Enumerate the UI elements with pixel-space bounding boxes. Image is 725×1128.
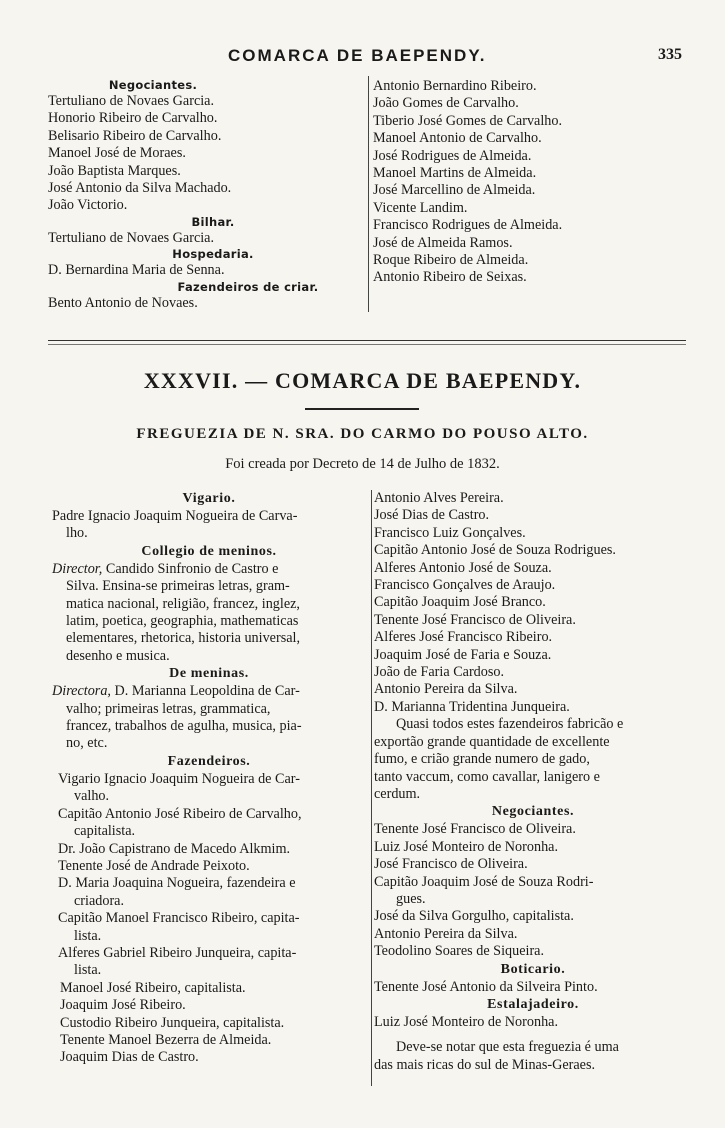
list-item: Capitão Antonio José de Souza Rodrigues. (374, 542, 616, 559)
list-item: José Marcellino de Almeida. (373, 182, 536, 199)
meninas-heading: De meninas. (169, 666, 249, 682)
negociantes-heading: Negociantes. (108, 78, 198, 92)
title-underline (305, 408, 419, 410)
list-item: Joaquim José de Faria e Souza. (374, 646, 552, 663)
text-line: Tenente Manoel Bezerra de Almeida. (60, 1031, 272, 1048)
top-right-column (373, 78, 673, 287)
list-item: Alferes José Francisco Ribeiro. (374, 629, 553, 646)
section-rule-top (48, 340, 686, 341)
boticario-heading: Boticario. (500, 961, 566, 977)
text-line: latim, poetica, geographia, mathematicas (66, 613, 299, 630)
list-item: Honorio Ribeiro de Carvalho. (48, 110, 218, 127)
list-item: Roque Ribeiro de Almeida. (373, 252, 529, 269)
list-item: José Rodrigues de Almeida. (373, 147, 532, 164)
list-item: José da Silva Gorgulho, capitalista. (374, 908, 574, 925)
decree-note: Foi creada por Decreto de 14 de Julho de 1832. (225, 456, 500, 472)
list-item: João de Faria Cardoso. (374, 664, 505, 681)
list-item: Capitão Joaquim José de Souza Rodri- (374, 873, 594, 890)
fazendeiros-criar-heading: Fazendeiros de criar. (177, 279, 319, 294)
directora-label: Directora, (52, 683, 111, 700)
list-item: Tertuliano de Novaes Garcia. (48, 93, 215, 109)
text-line: Joaquim Dias de Castro. (60, 1049, 199, 1066)
list-item: Bento Antonio de Novaes. (48, 294, 198, 311)
list-item: Antonio Pereira da Silva. (374, 925, 518, 942)
text-line: Tenente José de Andrade Peixoto. (58, 857, 250, 874)
list-item: Belisario Ribeiro de Carvalho. (48, 127, 222, 144)
bottom-right-column (374, 490, 692, 1074)
parish-title: FREGUEZIA DE N. SRA. DO CARMO DO POUSO ALTO. (136, 426, 589, 442)
list-item: D. Bernardina Maria de Senna. (48, 262, 225, 279)
closing-line: Deve-se notar que esta freguezia é uma (396, 1039, 619, 1056)
list-item: Antonio Ribeiro de Seixas. (373, 269, 527, 286)
list-item: José Francisco de Oliveira. (374, 856, 528, 873)
collegio-heading: Collegio de meninos. (141, 543, 277, 559)
text-line: matica nacional, religião, francez, inglez, (66, 595, 300, 612)
list-item: Tertuliano de Novaes Garcia. (48, 229, 215, 246)
list-item: João Gomes de Carvalho. (373, 95, 519, 112)
list-item: Luiz José Monteiro de Noronha. (374, 838, 559, 855)
page-number: 335 (658, 46, 682, 63)
text-line: lista. (74, 962, 102, 979)
list-item: Alferes Antonio José de Souza. (374, 559, 552, 576)
text-line: Custodio Ribeiro Junqueira, capitalista. (60, 1014, 285, 1031)
list-item: Antonio Pereira da Silva. (374, 681, 518, 698)
text-line: Alferes Gabriel Ribeiro Junqueira, capita- (58, 944, 297, 961)
note-line: cerdum. (374, 785, 421, 802)
text-line: Vigario Ignacio Joaquim Nogueira de Car- (58, 770, 300, 787)
list-item: Luiz José Monteiro de Noronha. (374, 1013, 559, 1030)
closing-line: das mais ricas do sul de Minas-Geraes. (374, 1056, 596, 1073)
director-label: Director, (52, 560, 103, 577)
list-item: Francisco Rodrigues de Almeida. (373, 217, 563, 234)
text-line: valho. (74, 788, 110, 805)
bottom-left-column (52, 490, 366, 1067)
text-line: Capitão Antonio José Ribeiro de Carvalho, (58, 805, 302, 822)
list-item: Tenente José Antonio da Silveira Pinto. (374, 978, 598, 995)
list-item: gues. (396, 890, 426, 907)
text-line: Joaquim José Ribeiro. (60, 997, 186, 1014)
list-item: Antonio Bernardino Ribeiro. (373, 78, 537, 94)
list-item: Tenente José Francisco de Oliveira. (374, 821, 576, 838)
top-left-column (48, 78, 360, 312)
text-line: desenho e musica. (66, 647, 170, 664)
top-column-divider (368, 76, 369, 312)
text-line: Manoel José Ribeiro, capitalista. (60, 979, 246, 996)
list-item: João Victorio. (48, 197, 128, 214)
text-line: Padre Ignacio Joaquim Nogueira de Carva- (52, 508, 298, 524)
text-line: Candido Sinfronio de Castro e (102, 560, 279, 577)
list-item: D. Marianna Tridentina Junqueira. (374, 698, 570, 715)
estalajadeiro-heading: Estalajadeiro. (487, 996, 579, 1012)
fazendeiros-heading: Fazendeiros. (167, 753, 251, 769)
bilhar-heading: Bilhar. (191, 214, 235, 229)
negociantes-heading-2: Negociantes. (491, 804, 575, 820)
list-item: Manoel Martins de Almeida. (373, 165, 537, 182)
note-line: fumo, e crião grande numero de gado, (374, 751, 590, 768)
list-item: José de Almeida Ramos. (373, 234, 513, 251)
hospedaria-heading: Hospedaria. (172, 247, 254, 262)
list-item: José Antonio da Silva Machado. (48, 180, 232, 197)
note-line: exportão grande quantidade de excellente (374, 733, 610, 750)
text-line: criadora. (74, 892, 125, 909)
vigario-heading: Vigario. (182, 491, 236, 506)
text-line: valho; primeiras letras, grammatica, (66, 700, 271, 717)
list-item: Capitão Joaquim José Branco. (374, 594, 546, 611)
list-item: Francisco Gonçalves de Araujo. (374, 577, 556, 594)
section-title: XXXVII. — COMARCA DE BAEPENDY. (143, 368, 582, 393)
bottom-column-divider (371, 490, 372, 1086)
list-item: Manoel José de Moraes. (48, 145, 186, 162)
text-line: Dr. João Capistrano de Macedo Alkmim. (58, 840, 291, 857)
note-line: tanto vaccum, como cavallar, lanigero e (374, 768, 600, 785)
text-line: lista. (74, 927, 102, 944)
running-head-title: COMARCA DE BAEPENDY. (228, 46, 487, 65)
list-item: João Baptista Marques. (48, 162, 181, 179)
section-rule-bottom (48, 344, 686, 345)
text-line: no, etc. (66, 735, 108, 752)
list-item: José Dias de Castro. (374, 507, 490, 524)
list-item: Francisco Luiz Gonçalves. (374, 524, 526, 541)
text-line: elementares, rhetorica, historia universal, (66, 630, 300, 647)
list-item: Teodolino Soares de Siqueira. (374, 943, 545, 960)
text-line: lho. (66, 525, 88, 542)
note-line: Quasi todos estes fazendeiros fabricão e (396, 716, 624, 733)
text-line: Capitão Manoel Francisco Ribeiro, capita- (58, 910, 300, 927)
text-line: Silva. Ensina-se primeiras letras, gram- (66, 578, 290, 595)
list-item: Manoel Antonio de Carvalho. (373, 130, 542, 147)
text-line: francez, trabalhos de agulha, musica, pia- (66, 718, 302, 735)
list-item: Antonio Alves Pereira. (374, 490, 504, 506)
list-item: Tenente José Francisco de Oliveira. (374, 611, 576, 628)
text-line: D. Marianna Leopoldina de Car- (110, 683, 300, 700)
text-line: capitalista. (74, 823, 136, 840)
list-item: Tiberio José Gomes de Carvalho. (373, 112, 563, 129)
running-head (0, 46, 725, 70)
text-line: D. Maria Joaquina Nogueira, fazendeira e (58, 875, 296, 892)
list-item: Vicente Landim. (373, 199, 468, 216)
